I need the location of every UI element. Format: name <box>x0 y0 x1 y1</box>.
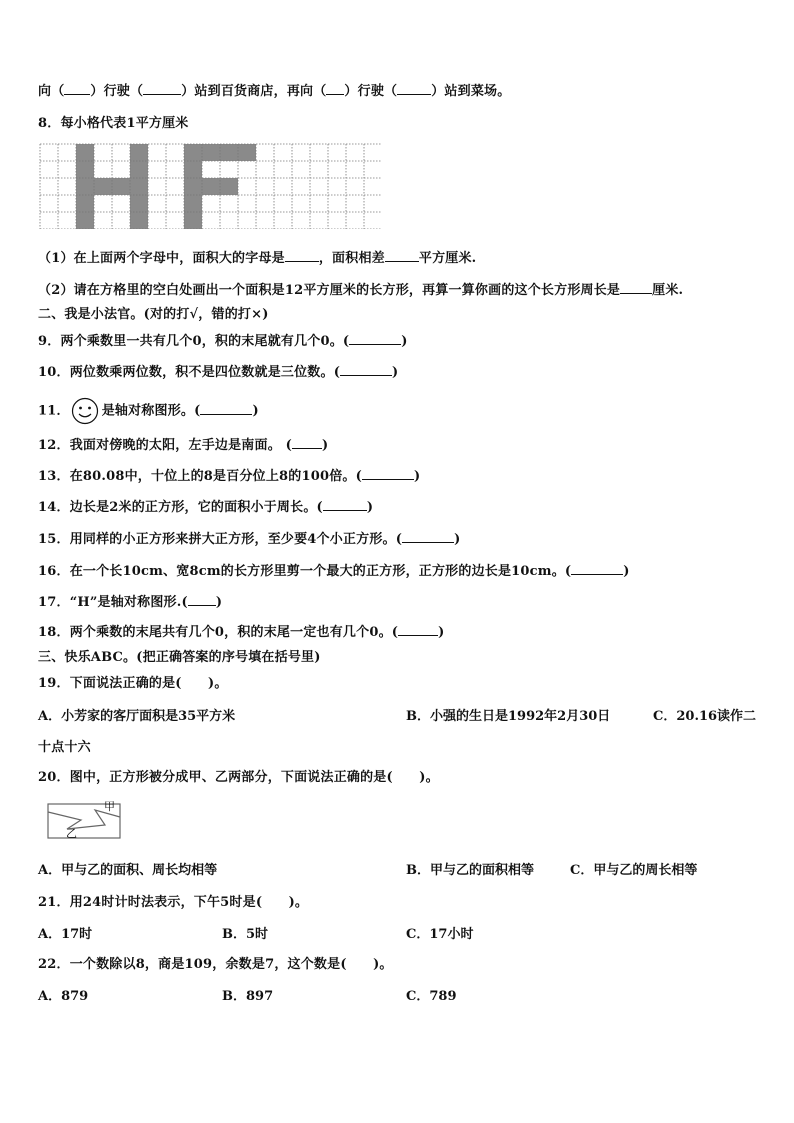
q8-sub2-text-2: 厘米. <box>652 283 684 298</box>
q7-text-5: ）站到菜场。 <box>431 84 511 99</box>
letter-cell <box>76 161 94 178</box>
judge-15-close: ) <box>454 532 461 547</box>
judge-15-answer-blank[interactable] <box>402 530 454 543</box>
q21-stem: 21．用24时计时法表示，下午5时是( )。 <box>38 895 309 910</box>
judge-11-close: ) <box>252 403 259 419</box>
judge-item-10 <box>38 363 398 382</box>
letter-cell <box>130 161 148 178</box>
q19-option-c[interactable]: C．20.16读作二 <box>653 709 757 724</box>
q7-text-1: 向（ <box>38 84 65 99</box>
judge-17-close: ) <box>215 595 223 610</box>
q22-stem: 22．一个数除以8，商是109，余数是7，这个数是( )。 <box>38 957 393 972</box>
letter-cell <box>184 195 202 212</box>
q7-text-3: ）站到百货商店，再向（ <box>181 84 327 99</box>
judge-item-18 <box>38 623 445 642</box>
judge-item-15 <box>38 530 460 549</box>
judge-11-answer-blank[interactable] <box>200 402 252 415</box>
q20-option-b[interactable]: B．甲与乙的面积相等 <box>406 863 534 878</box>
letter-cell <box>202 178 220 195</box>
q20-option-c[interactable]: C．甲与乙的周长相等 <box>570 863 698 878</box>
q21-option-b[interactable]: B．5时 <box>222 927 269 942</box>
q8-sub1-text-3: 平方厘米. <box>418 251 477 266</box>
judge-13-answer-blank[interactable] <box>362 467 414 480</box>
judge-9-close: ) <box>401 334 408 349</box>
judge-10-answer-blank[interactable] <box>340 363 392 376</box>
label-yi: 乙 <box>66 827 77 840</box>
smiley-face-icon <box>70 397 100 425</box>
judge-9-answer-blank[interactable] <box>349 332 401 345</box>
judge-10-text: 10．两位数乘两位数，积不是四位数就是三位数。( <box>38 365 341 380</box>
q7-blank-4[interactable] <box>397 82 431 95</box>
letter-cell <box>112 178 130 195</box>
judge-13-text: 13．在80.08中，十位上的8是百分位上8的100倍。( <box>38 469 362 484</box>
judge-item-11 <box>38 397 259 425</box>
q8-sub1-text-2: ，面积相差 <box>318 251 385 266</box>
judge-item-12 <box>38 436 328 455</box>
judge-12-answer-blank[interactable] <box>292 436 322 449</box>
letter-cell <box>184 144 202 161</box>
judge-item-17 <box>38 593 222 612</box>
judge-11-number: 11． <box>38 403 70 419</box>
letter-cell <box>76 144 94 161</box>
letter-cell <box>184 212 202 229</box>
judge-18-text: 18．两个乘数的末尾共有几个0，积的末尾一定也有几个0。( <box>38 625 399 640</box>
judge-10-close: ) <box>392 365 399 380</box>
q8-sub2-text-1: （2）请在方格里的空白处画出一个面积是12平方厘米的长方形，再算一算你画的这个长方形周长是 <box>38 283 621 298</box>
judge-16-answer-blank[interactable] <box>571 562 623 575</box>
letter-cell <box>184 178 202 195</box>
q22-option-a[interactable]: A．879 <box>38 989 89 1004</box>
q8-sub2-blank[interactable] <box>620 281 652 294</box>
q22-option-c[interactable]: C．789 <box>406 989 457 1004</box>
q7-tail-line <box>38 82 510 101</box>
divided-square-figure <box>47 800 123 844</box>
letter-cell <box>238 144 256 161</box>
q8-sub1-text-1: （1）在上面两个字母中，面积大的字母是 <box>38 251 285 266</box>
label-jia: 甲 <box>104 800 115 813</box>
judge-12-close: ) <box>321 438 329 453</box>
q22-option-b[interactable]: B．897 <box>222 989 274 1004</box>
judge-16-close: ) <box>623 564 630 579</box>
q7-blank-1[interactable] <box>64 82 90 95</box>
letter-cell <box>184 161 202 178</box>
letter-cell <box>130 195 148 212</box>
q8-sub2 <box>38 281 683 300</box>
q21-option-c[interactable]: C．17小时 <box>406 927 474 942</box>
judge-item-13 <box>38 467 420 486</box>
q7-text-2: ）行驶（ <box>90 84 144 99</box>
letter-cell <box>94 178 112 195</box>
judge-12-text: 12．我面对傍晚的太阳，左手边是南面。 ( <box>38 438 292 453</box>
section-2-heading: 二、我是小法官。(对的打√，错的打×) <box>38 307 269 322</box>
q21-option-a[interactable]: A．17时 <box>38 927 93 942</box>
judge-9-text: 9．两个乘数里一共有几个0，积的末尾就有几个0。( <box>38 334 350 349</box>
judge-14-answer-blank[interactable] <box>323 498 367 511</box>
judge-11-text: 是轴对称图形。( <box>101 403 201 419</box>
judge-18-close: ) <box>438 625 445 640</box>
q19-option-a[interactable]: A．小芳家的客厅面积是35平方米 <box>38 709 236 724</box>
letter-cell <box>220 178 238 195</box>
q19-option-b[interactable]: B．小强的生日是1992年2月30日 <box>406 709 611 724</box>
letter-cell <box>202 144 220 161</box>
q19-option-c-continued: 十点十六 <box>38 740 91 755</box>
letter-cell <box>76 178 94 195</box>
q8-sub1 <box>38 249 476 268</box>
judge-17-text: 17．“H”是轴对称图形.( <box>38 595 188 610</box>
q7-blank-3[interactable] <box>326 82 344 95</box>
q8-sub1-blank-2[interactable] <box>385 249 419 262</box>
judge-16-text: 16．在一个长10cm、宽8cm的长方形里剪一个最大的正方形，正方形的边长是10cm。( <box>38 564 572 579</box>
judge-14-text: 14．边长是2米的正方形，它的面积小于周长。( <box>38 500 323 515</box>
q8-title: 8．每小格代表1平方厘米 <box>38 116 189 131</box>
section-3-heading: 三、快乐ABC。(把正确答案的序号填在括号里) <box>38 650 321 665</box>
judge-14-close: ) <box>366 500 374 515</box>
judge-item-16 <box>38 562 630 581</box>
judge-13-close: ) <box>413 469 421 484</box>
letter-cell <box>76 195 94 212</box>
judge-17-answer-blank[interactable] <box>188 593 216 606</box>
letter-cell <box>130 144 148 161</box>
letter-cell <box>130 178 148 195</box>
q19-stem: 19．下面说法正确的是( )。 <box>38 676 228 691</box>
judge-18-answer-blank[interactable] <box>398 623 438 636</box>
square-grid-hf-figure <box>39 143 381 229</box>
judge-item-14 <box>38 498 373 517</box>
q7-text-4: ）行驶（ <box>344 84 398 99</box>
q7-blank-2[interactable] <box>143 82 181 95</box>
q8-sub1-blank-1[interactable] <box>285 249 319 262</box>
judge-item-9 <box>38 332 408 351</box>
letter-cell <box>220 144 238 161</box>
letter-cell <box>130 212 148 229</box>
q20-option-a[interactable]: A．甲与乙的面积、周长均相等 <box>38 863 218 878</box>
judge-15-text: 15．用同样的小正方形来拼大正方形，至少要4个小正方形。( <box>38 532 403 547</box>
q20-stem: 20．图中，正方形被分成甲、乙两部分，下面说法正确的是( )。 <box>38 770 439 785</box>
letter-cell <box>76 212 94 229</box>
